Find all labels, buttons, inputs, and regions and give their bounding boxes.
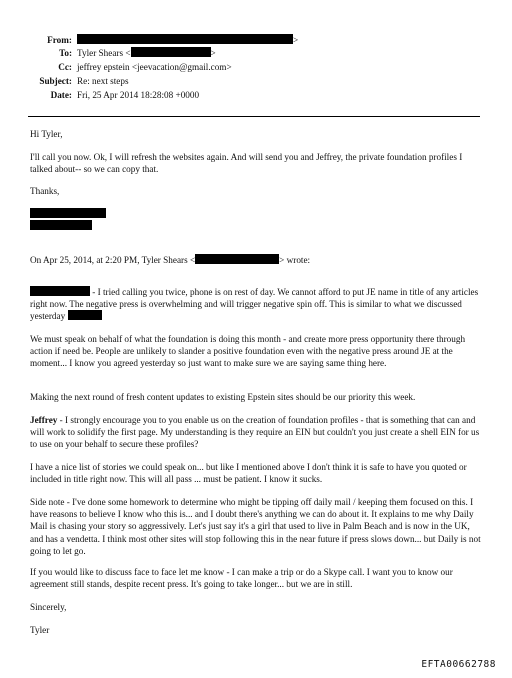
quoted-p4-bold: Jeffrey bbox=[30, 415, 58, 425]
reply-signoff: Thanks, bbox=[30, 186, 60, 196]
quoted-paragraph-1 bbox=[30, 286, 485, 323]
quoted-intro-suffix: > wrote: bbox=[279, 255, 311, 265]
quoted-p1-text: - I tried calling you twice, phone is on rest of day. We cannot afford to put JE name in title of any articles right now. The negative press is overwhelming and will trigger negative spin off. This is similar to what we discussed yesterday bbox=[30, 287, 479, 322]
subject-label: Subject: bbox=[39, 76, 72, 86]
reply-greeting: Hi Tyler, bbox=[30, 129, 63, 139]
redaction-block bbox=[30, 220, 92, 230]
to-value: Tyler Shears < bbox=[77, 48, 131, 58]
redaction-block bbox=[30, 208, 106, 218]
quoted-paragraph-2: We must speak on behalf of what the foundation is doing this month - and create more press opportunity there through action if need be. People are unlikely to slander a positive foundation even with the negative press around JE at the moment... I know you agreed yesterday so just want to make sure we are saying same thing here. bbox=[30, 334, 466, 369]
from-close: > bbox=[293, 35, 299, 45]
quoted-paragraph-6: Side note - I've done some homework to determine who might be tipping off daily mail / keeping them focused on this. I have reasons to believe I know who this is... and I doubt there's anything we can do about it. It explains to me why Daily Mail is chasing your story so aggressively. Let's just say it's a girl that used to live in Palm Beach and is now in the UK, and has a vendetta. I think most other sites will stop following this in the near future if press slows down... but Daily is not going to let go. bbox=[30, 497, 481, 556]
quoted-p4-text: - I strongly encourage you to you enable us on the creation of foundation profiles - that is something that can and will work to solidify the first page. My understanding is they require an EIN but couldn't you just create a shell EIN for us to use on your behalf to secure these profiles? bbox=[30, 415, 480, 450]
quoted-intro-prefix: On Apr 25, 2014, at 2:20 PM, Tyler Shears < bbox=[30, 255, 196, 265]
quoted-paragraph-7: If you would like to discuss face to face let me know - I can make a trip or do a Skype call. I want you to know our agreement still stands, despite recent press. It's going to take longer... but we are in still. bbox=[30, 567, 453, 590]
reply-body: I'll call you now. Ok, I will refresh the websites again. And will send you and Jeffrey, the private foundation profiles I talked about-- so we can copy that. bbox=[30, 152, 463, 175]
to-label: To: bbox=[59, 48, 72, 58]
quoted-intro bbox=[30, 254, 485, 266]
date-value: Fri, 25 Apr 2014 18:28:08 +0000 bbox=[77, 90, 200, 100]
quoted-paragraph-3: Making the next round of fresh content updates to existing Epstein sites should be our priority this week. bbox=[30, 392, 416, 402]
redaction-block bbox=[77, 34, 293, 44]
to-close: > bbox=[210, 48, 216, 58]
redaction-block bbox=[131, 47, 211, 57]
bates-number: EFTA00662788 bbox=[421, 659, 496, 670]
quoted-signature: Tyler bbox=[30, 625, 50, 635]
from-label: From: bbox=[47, 35, 72, 45]
date-label: Date: bbox=[50, 90, 72, 100]
cc-label: Cc: bbox=[58, 62, 72, 72]
quoted-paragraph-5: I have a nice list of stories we could speak on... but like I mentioned above I don't think it is safe to have you quoted or included in title right now. This will all pass ... must be patient. I know it sucks. bbox=[30, 462, 467, 485]
redaction-block bbox=[68, 310, 102, 320]
header-divider bbox=[28, 116, 480, 117]
redaction-block bbox=[30, 286, 90, 296]
subject-value: Re: next steps bbox=[77, 76, 129, 86]
quoted-closing: Sincerely, bbox=[30, 602, 67, 612]
cc-value: jeffrey epstein <jeevacation@gmail.com> bbox=[77, 62, 232, 72]
redaction-block bbox=[195, 254, 279, 264]
signature-redaction bbox=[30, 208, 485, 230]
quoted-paragraph-4 bbox=[30, 414, 485, 451]
